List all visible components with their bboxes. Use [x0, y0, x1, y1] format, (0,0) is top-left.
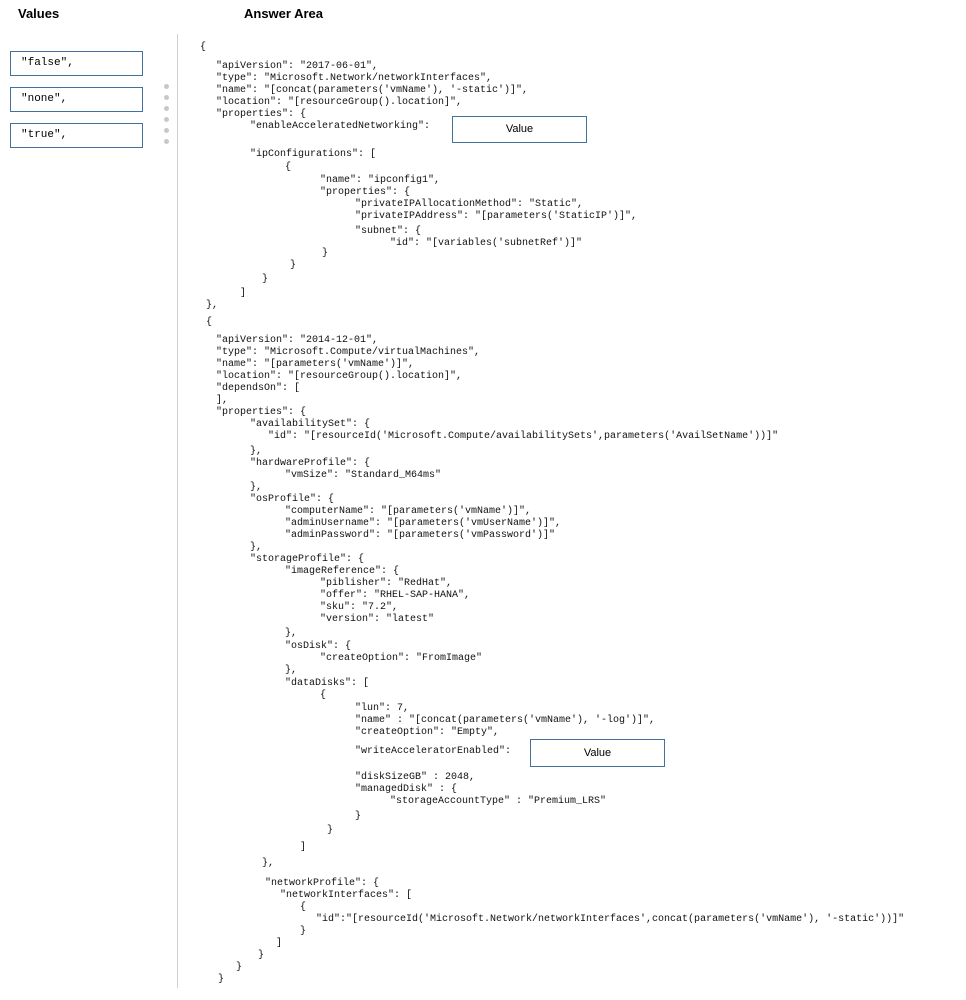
code-line: "privateIPAllocationMethod": "Static",	[355, 199, 584, 210]
code-line: "properties": {	[216, 109, 307, 120]
write-accelerator-drop-target[interactable]: Value	[530, 739, 665, 767]
code-line: {	[206, 317, 213, 328]
code-line: }	[322, 248, 329, 259]
code-line: }	[218, 974, 225, 985]
code-line: "osProfile": {	[250, 494, 335, 505]
code-line: }	[258, 950, 265, 961]
code-line: },	[206, 300, 219, 311]
code-line: }	[300, 926, 307, 937]
code-line: }	[355, 811, 362, 822]
value-option-true[interactable]: "true",	[10, 123, 143, 148]
code-line: ]	[300, 842, 307, 853]
code-line: "adminPassword": "[parameters('vmPassword')]"	[285, 530, 556, 541]
code-line: "id": "[variables('subnetRef')]"	[390, 238, 583, 249]
code-line: "vmSize": "Standard_M64ms"	[285, 470, 442, 481]
code-line: {	[300, 902, 307, 913]
code-line: "subnet": {	[355, 226, 422, 237]
code-line: "hardwareProfile": {	[250, 458, 371, 469]
code-line: "networkProfile": {	[265, 878, 380, 889]
code-line: "apiVersion": "2014-12-01",	[216, 335, 379, 346]
code-line: "diskSizeGB" : 2048,	[355, 772, 476, 783]
code-line: "availabilitySet": {	[250, 419, 371, 430]
code-line: "sku": "7.2",	[320, 602, 399, 613]
code-line: "offer": "RHEL-SAP-HANA",	[320, 590, 471, 601]
drag-grip-dot	[164, 128, 169, 133]
code-line: {	[285, 162, 292, 173]
code-line: "properties": {	[320, 187, 411, 198]
value-option-false[interactable]: "false",	[10, 51, 143, 76]
code-line: "computerName": "[parameters('vmName')]",	[285, 506, 532, 517]
code-line: },	[285, 665, 298, 676]
code-line: "properties": {	[216, 407, 307, 418]
code-line: "adminUsername": "[parameters('vmUserName')]",	[285, 518, 562, 529]
drag-grip-dot	[164, 106, 169, 111]
code-line: {	[320, 690, 327, 701]
code-line: "ipConfigurations": [	[250, 149, 377, 160]
code-line: "writeAcceleratorEnabled":	[355, 746, 512, 757]
value-option-none[interactable]: "none",	[10, 87, 143, 112]
code-line: },	[250, 542, 263, 553]
code-line: },	[250, 482, 263, 493]
code-line: "createOption": "Empty",	[355, 727, 500, 738]
code-line: },	[262, 858, 275, 869]
code-line: "name": "ipconfig1",	[320, 175, 441, 186]
code-line: "id":"[resourceId('Microsoft.Network/networkInterfaces',concat(parameters('vmName'), '-static'))]"	[316, 914, 905, 925]
code-line: "dependsOn": [	[216, 383, 301, 394]
answer-area-heading: Answer Area	[244, 6, 323, 21]
code-line: "id": "[resourceId('Microsoft.Compute/availabilitySets',parameters('AvailSetName'))]"	[268, 431, 779, 442]
code-line: "dataDisks": [	[285, 678, 370, 689]
code-line: "name": "[parameters('vmName')]",	[216, 359, 415, 370]
code-line: },	[250, 446, 263, 457]
code-line: }	[290, 260, 297, 271]
code-line: ]	[240, 288, 247, 299]
code-line: "name" : "[concat(parameters('vmName'), '-log')]",	[355, 715, 656, 726]
code-line: "type": "Microsoft.Compute/virtualMachines",	[216, 347, 481, 358]
code-line: },	[285, 628, 298, 639]
code-line: "storageProfile": {	[250, 554, 365, 565]
drag-grip-dot	[164, 84, 169, 89]
code-line: "apiVersion": "2017-06-01",	[216, 61, 379, 72]
values-heading: Values	[18, 6, 60, 21]
code-line: "managedDisk" : {	[355, 784, 458, 795]
code-line: "lun": 7,	[355, 703, 410, 714]
code-line: }	[236, 962, 243, 973]
code-line: }	[327, 825, 334, 836]
code-line: "imageReference": {	[285, 566, 400, 577]
code-line: "osDisk": {	[285, 641, 352, 652]
drag-grip-dot	[164, 117, 169, 122]
code-line: "type": "Microsoft.Network/networkInterfaces",	[216, 73, 493, 84]
code-line: "storageAccountType" : "Premium_LRS"	[390, 796, 607, 807]
code-line: "piblisher": "RedHat",	[320, 578, 453, 589]
code-line: "networkInterfaces": [	[280, 890, 413, 901]
code-line: "privateIPAddress": "[parameters('StaticIP')]",	[355, 211, 638, 222]
code-line: "version": "latest"	[320, 614, 435, 625]
code-line: "name": "[concat(parameters('vmName'), '-static')]",	[216, 85, 529, 96]
code-line: }	[262, 274, 269, 285]
accelerated-networking-drop-target[interactable]: Value	[452, 116, 587, 143]
code-line: "location": "[resourceGroup().location]",	[216, 97, 463, 108]
code-line: {	[200, 42, 207, 53]
code-line: "createOption": "FromImage"	[320, 653, 483, 664]
code-line: ],	[216, 395, 229, 406]
panel-divider	[177, 34, 178, 988]
code-line: "location": "[resourceGroup().location]",	[216, 371, 463, 382]
code-line: ]	[276, 938, 283, 949]
drag-grip-dot	[164, 139, 169, 144]
drag-grip-dot	[164, 95, 169, 100]
code-line: "enableAcceleratedNetworking":	[250, 121, 431, 132]
